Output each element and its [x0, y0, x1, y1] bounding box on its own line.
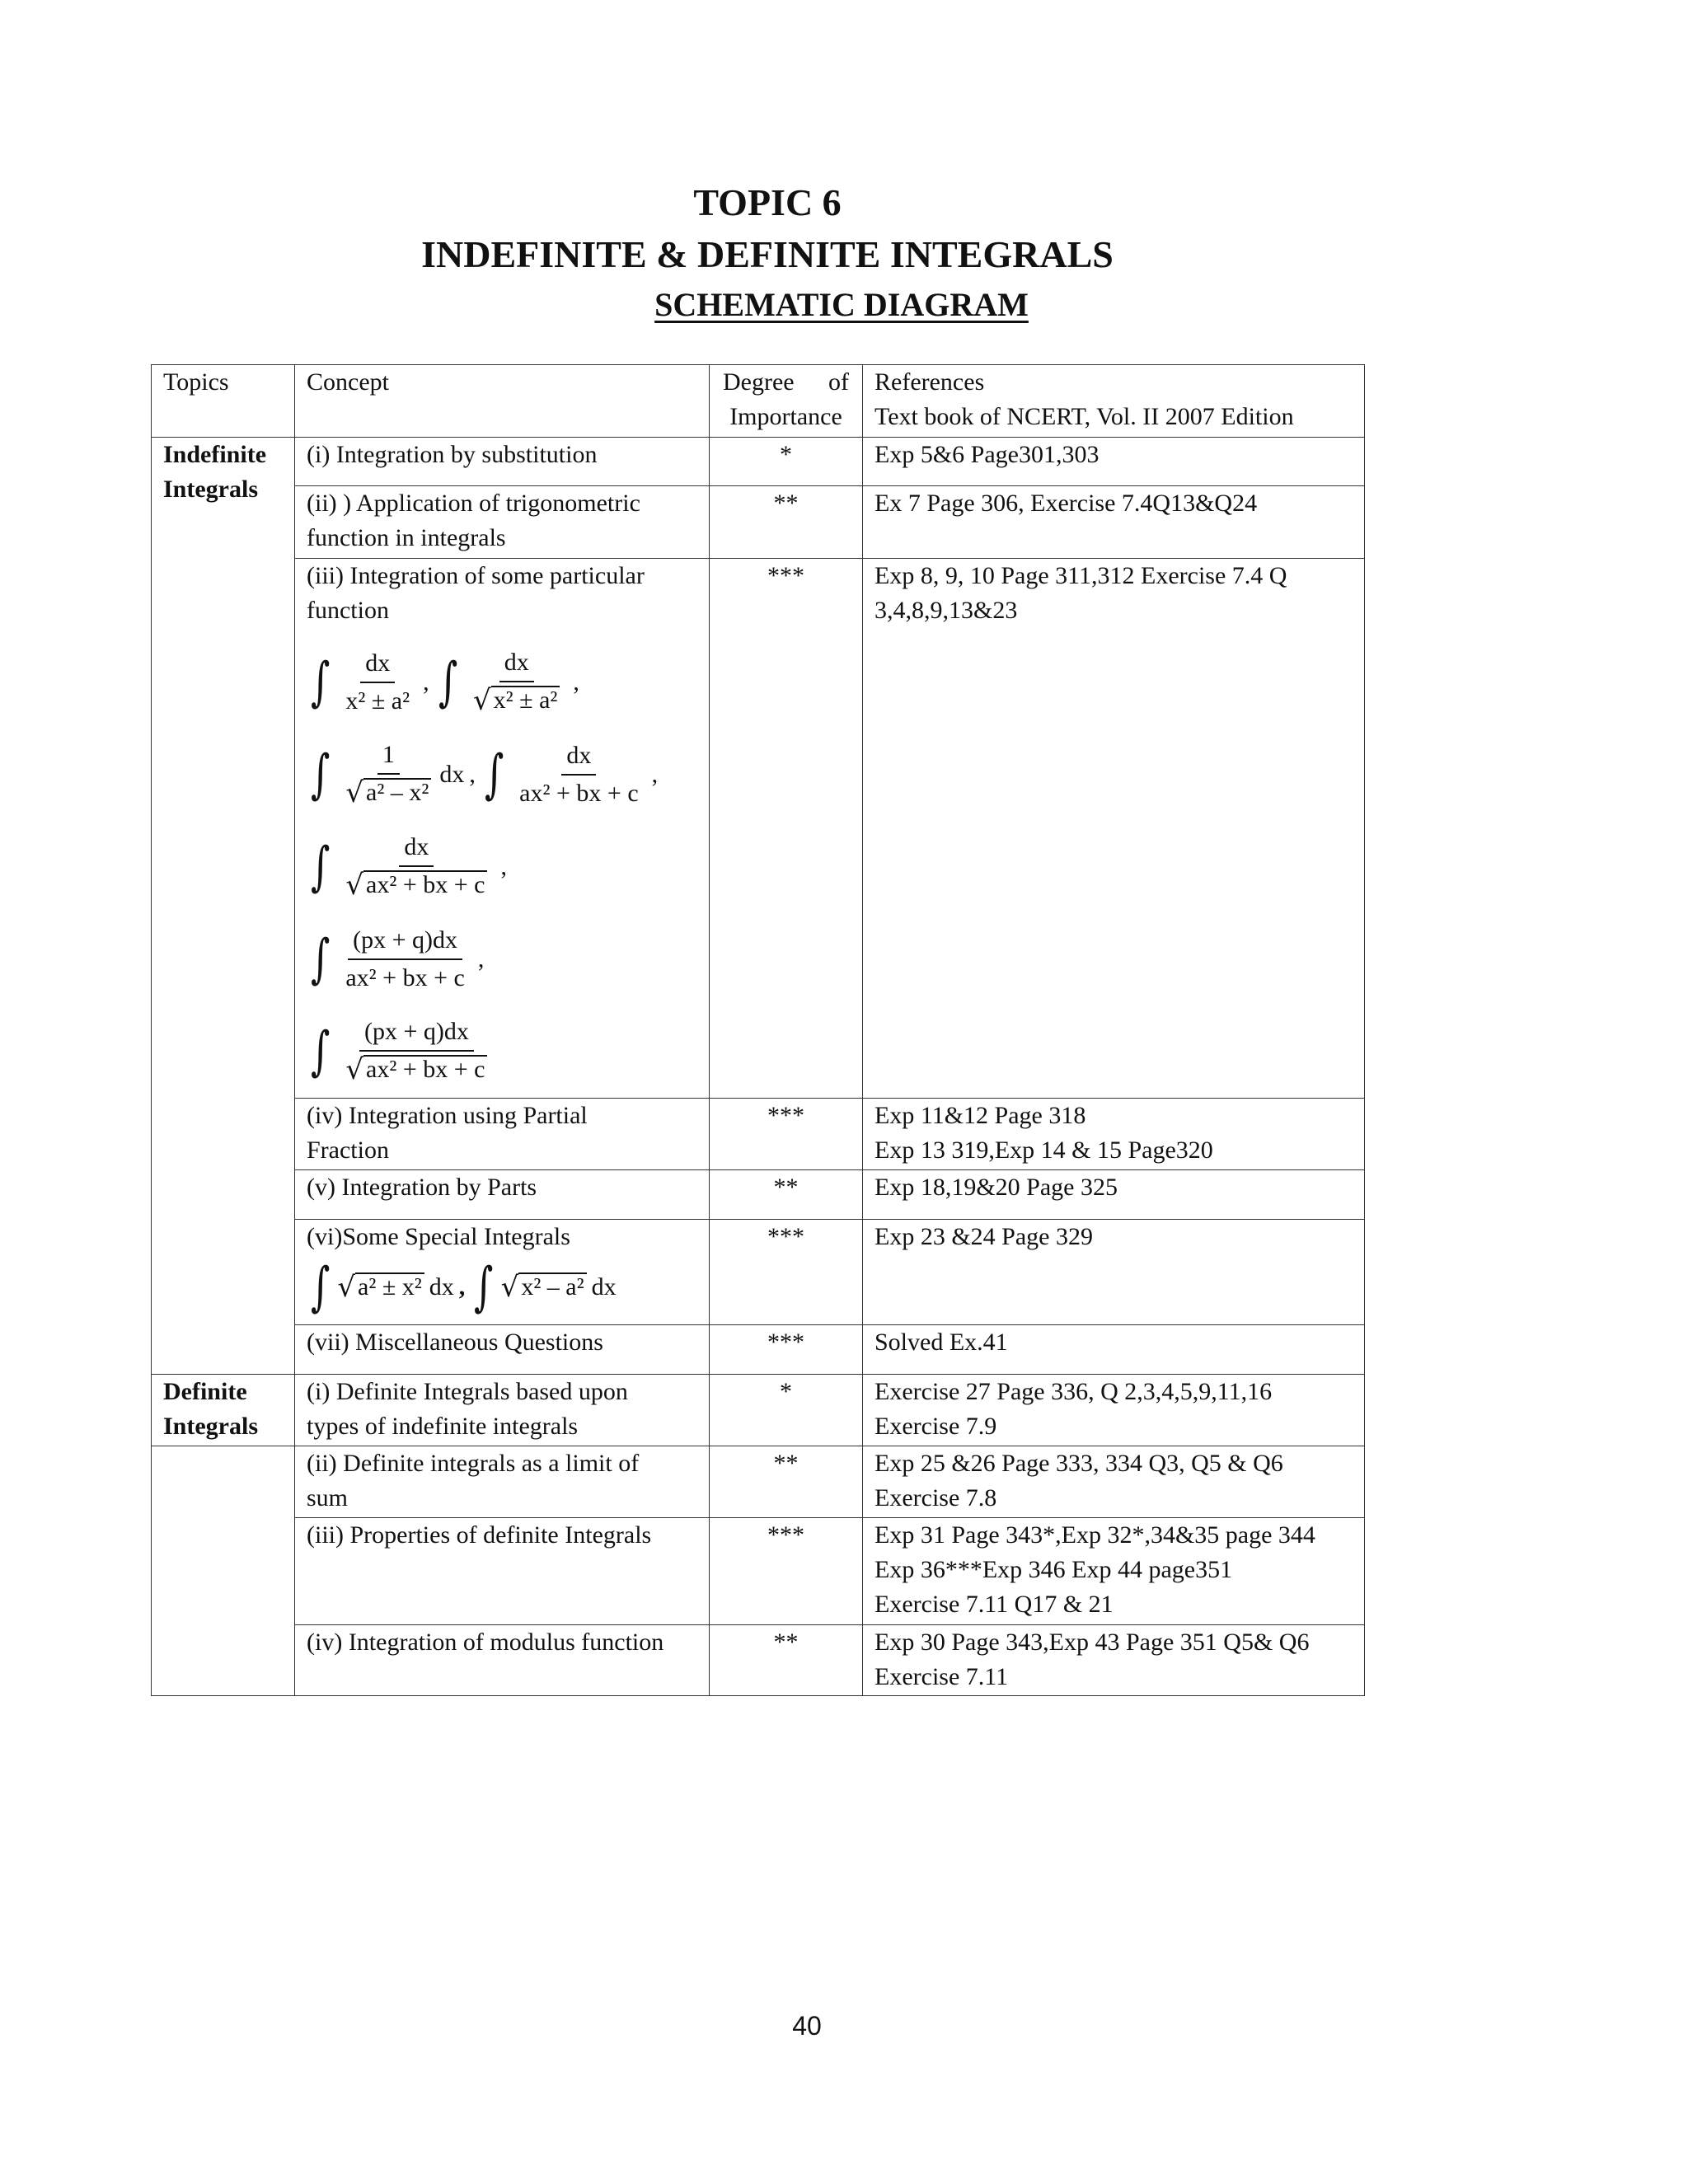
degree-cell: *** [710, 559, 863, 1099]
topic-indefinite-integrals: Indefinite Integrals [152, 438, 295, 1375]
fraction: (px + q)dx √ ax² + bx + c [340, 1017, 492, 1086]
degree-cell: ** [710, 1170, 863, 1220]
topic-blank-cell [152, 1446, 295, 1696]
header-degree: Degree of Importance [710, 365, 863, 438]
integral-sign: ∫ [311, 929, 331, 990]
reference-cell: Exp 30 Page 343,Exp 43 Page 351 Q5& Q6 Exercise 7.11 [863, 1625, 1365, 1696]
header-references: References Text book of NCERT, Vol. II 2007 Edition [863, 365, 1365, 438]
fraction: 1 √ a² – x² [340, 740, 436, 809]
table-row [152, 1170, 1365, 1220]
integral-sign: ∫ [311, 744, 331, 805]
reference-cell: Solved Ex.41 [863, 1325, 1365, 1375]
reference-cell: Exp 23 &24 Page 329 [863, 1220, 1365, 1325]
fraction: dx √ ax² + bx + c [340, 832, 492, 902]
concept-cell: (ii) Definite integrals as a limit of sum [295, 1446, 710, 1518]
formula-row [307, 1005, 697, 1098]
table-row [152, 559, 1365, 1099]
concept-cell: (iv) Integration of modulus function [295, 1625, 710, 1696]
degree-cell: *** [710, 1220, 863, 1325]
integral-sign: ∫ [474, 1257, 494, 1318]
table-row [152, 486, 1365, 559]
page-header [0, 176, 1535, 330]
degree-cell: * [710, 1375, 863, 1446]
schematic-table [151, 364, 1365, 1696]
concept-cell: (iii) Properties of definite Integrals [295, 1518, 710, 1625]
reference-cell: Exercise 27 Page 336, Q 2,3,4,5,9,11,16 Exercise 7.9 [863, 1375, 1365, 1446]
square-root: √ x² – a² [501, 1272, 587, 1302]
fraction: $\frac{(px + q)dx}{\text{ax² + bx + c}}$ [345, 926, 465, 991]
formula-row: ∫ 1 √ a² – x² dx , ∫ $\frac{dx}{\text{ax² + bx + c}}$ , [311, 741, 659, 809]
degree-cell: *** [710, 1325, 863, 1375]
integral-sign: ∫ [484, 744, 504, 805]
concept-cell: (vi)Some Special Integrals ∫ √ a² ± x² dx , ∫ √ x² – a² dx [295, 1220, 710, 1325]
formula-row: ∫ √ a² ± x² dx , ∫ √ x² – a² dx [311, 1257, 617, 1318]
fraction: dx √ x² ± a² [468, 648, 565, 717]
table-row [152, 1446, 1365, 1518]
reference-cell: Exp 8, 9, 10 Page 311,312 Exercise 7.4 Q 3,4,8,9,13&23 [863, 559, 1365, 1099]
reference-cell: Exp 25 &26 Page 333, 334 Q3, Q5 & Q6 Exercise 7.8 [863, 1446, 1365, 1518]
table-header-row [152, 365, 1365, 438]
integral-sign: ∫ [438, 652, 457, 713]
table-row [152, 1099, 1365, 1170]
degree-cell: *** [710, 1099, 863, 1170]
page-title: INDEFINITE & DEFINITE INTEGRALS [421, 233, 1114, 275]
square-root: √ a² ± x² [337, 1272, 424, 1302]
reference-cell: Exp 5&6 Page301,303 [863, 438, 1365, 486]
concept-cell: (i) Integration by substitution [295, 438, 710, 486]
degree-cell: ** [710, 1625, 863, 1696]
table-row [152, 1325, 1365, 1375]
formula-list [307, 636, 697, 1098]
formula-row: ∫ $\frac{(px + q)dx}{\text{ax² + bx + c}}$ , [311, 926, 485, 991]
topic-definite-integrals: Definite Integrals [152, 1375, 295, 1446]
reference-cell: Exp 11&12 Page 318 Exp 13 319,Exp 14 & 15 Page320 [863, 1099, 1365, 1170]
degree-cell: ** [710, 1446, 863, 1518]
header-topics: Topics [152, 365, 295, 438]
fraction: $\frac{dx}{\text{ax² + bx + c}}$ [519, 742, 639, 807]
integral-sign: ∫ [311, 1257, 331, 1318]
table-row [152, 1625, 1365, 1696]
table-row [152, 1220, 1365, 1325]
integral-sign: ∫ [311, 837, 331, 898]
page-subtitle: SCHEMATIC DIAGRAM [654, 286, 1029, 323]
concept-cell: (iv) Integration using Partial Fraction [295, 1099, 710, 1170]
reference-cell: Ex 7 Page 306, Exercise 7.4Q13&Q24 [863, 486, 1365, 559]
table-row [152, 438, 1365, 486]
header-concept: Concept [295, 365, 710, 438]
reference-cell: Exp 31 Page 343*,Exp 32*,34&35 page 344 Exp 36***Exp 346 Exp 44 page351 Exercise 7.11 Q17 & 21 [863, 1518, 1365, 1625]
formula-row: ∫ dx √ ax² + bx + c , [311, 833, 507, 902]
integral-sign: ∫ [311, 1021, 331, 1082]
degree-cell: * [710, 438, 863, 486]
page-number: 40 [792, 2011, 822, 2041]
concept-cell: (vii) Miscellaneous Questions [295, 1325, 710, 1375]
integral-sign: ∫ [311, 652, 331, 713]
degree-cell: *** [710, 1518, 863, 1625]
fraction: $\frac{dx}{\text{x² ± a²}}$ [345, 649, 410, 715]
degree-cell: ** [710, 486, 863, 559]
concept-cell: (iii) Integration of some particular function ∫ $\frac{dx}{\text{x² ± a²}}$ , ∫ dx √ x² ± a² , ∫ 1 √ a² – x² dx , ∫ $\frac{dx}{\text{ax² + bx + c}}$ , ∫ dx √ ax² + bx + c , ∫ $\frac{(px + q)dx}{\text{ax² + bx + c}}$ , ∫ (px + q)dx √ ax² + bx + c [295, 559, 710, 1099]
formula-row: ∫ $\frac{dx}{\text{x² ± a²}}$ , ∫ dx √ x² ± a² , [311, 649, 579, 717]
table-row [152, 1518, 1365, 1625]
concept-cell: (v) Integration by Parts [295, 1170, 710, 1220]
reference-cell: Exp 18,19&20 Page 325 [863, 1170, 1365, 1220]
concept-cell: (i) Definite Integrals based upon types of indefinite integrals [295, 1375, 710, 1446]
concept-cell: (ii) ) Application of trigonometric function in integrals [295, 486, 710, 559]
topic-heading: TOPIC 6 [693, 181, 842, 223]
table-row [152, 1375, 1365, 1446]
